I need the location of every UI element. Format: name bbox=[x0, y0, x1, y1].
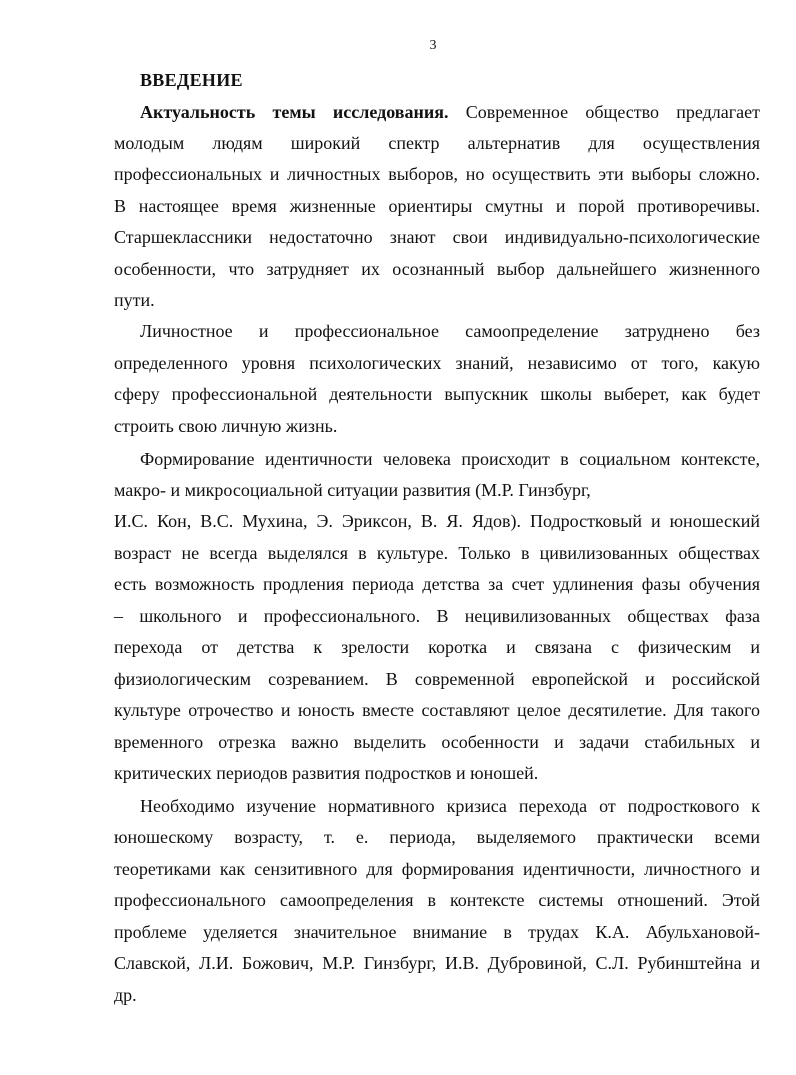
paragraph-line: Старшеклассники недостаточно знают свои индивидуально-психологические bbox=[114, 227, 760, 247]
paragraph-line: особенности, что затрудняет их осознанный выбор дальнейшего жизненного bbox=[114, 259, 760, 279]
paragraph-line: строить свою личную жизнь. bbox=[114, 416, 338, 436]
paragraph-line: молодым людям широкий спектр альтернатив для осуществления bbox=[114, 133, 760, 153]
paragraph-line: возраст не всегда выделялся в культуре. Только в цивилизованных обществах bbox=[114, 543, 760, 563]
paragraph-line: перехода от детства к зрелости коротка и связана с физическим и bbox=[114, 637, 760, 657]
paragraph-line: определенного уровня психологических знаний, независимо от того, какую bbox=[114, 353, 760, 373]
paragraph-line: временного отрезка важно выделить особенности и задачи стабильных и bbox=[114, 732, 760, 752]
paragraph-line: Славской, Л.И. Божович, М.Р. Гинзбург, И.В. Дубровиной, С.Л. Рубинштейна и bbox=[114, 953, 760, 973]
paragraph-text: Современное общество предлагает bbox=[448, 102, 761, 122]
page-number: 3 bbox=[429, 38, 437, 53]
paragraph-line: Личностное и профессиональное самоопределение затруднено без bbox=[140, 321, 760, 341]
paragraph-line: профессионального самоопределения в контексте системы отношений. Этой bbox=[114, 890, 760, 910]
paragraph-line: – школьного и профессионального. В нецивилизованных обществах фаза bbox=[114, 606, 760, 626]
paragraph-line: проблеме уделяется значительное внимание в трудах К.А. Абульхановой- bbox=[114, 922, 760, 942]
paragraph-line: пути. bbox=[114, 290, 155, 310]
paragraph-line: критических периодов развития подростков и юношей. bbox=[114, 763, 539, 783]
paragraph-line: сферу профессиональной деятельности выпускник школы выберет, как будет bbox=[114, 384, 760, 404]
paragraph-line: культуре отрочество и юность вместе составляют целое десятилетие. Для такого bbox=[114, 700, 760, 720]
paragraph-line: профессиональных и личностных выборов, но осуществить эти выборы сложно. bbox=[114, 164, 760, 184]
paragraph-line: макро- и микросоциальной ситуации развития (М.Р. Гинзбург, bbox=[114, 480, 591, 500]
paragraph-line: юношескому возрасту, т. е. периода, выделяемого практически всеми bbox=[114, 827, 760, 847]
paragraph-line: Необходимо изучение нормативного кризиса перехода от подросткового к bbox=[140, 796, 760, 816]
paragraph-line: теоретиками как сензитивного для формирования идентичности, личностного и bbox=[114, 859, 760, 879]
paragraph-line bbox=[140, 96, 760, 128]
paragraph-line: др. bbox=[114, 985, 137, 1005]
paragraph-line: физиологическим созреванием. В современной европейской и российской bbox=[114, 669, 760, 689]
paragraph-line: есть возможность продления периода детства за счет удлинения фазы обучения bbox=[114, 574, 760, 594]
paragraph-line: И.С. Кон, В.С. Мухина, Э. Эриксон, В. Я. Ядов). Подростковый и юношеский bbox=[114, 511, 760, 531]
paragraph-lead: Актуальность темы исследования. bbox=[140, 102, 449, 122]
section-heading: ВВЕДЕНИЕ bbox=[140, 70, 243, 90]
paragraph-line: В настоящее время жизненные ориентиры смутны и порой противоречивы. bbox=[114, 196, 760, 216]
paragraph-line: Формирование идентичности человека происходит в социальном контексте, bbox=[140, 449, 760, 469]
